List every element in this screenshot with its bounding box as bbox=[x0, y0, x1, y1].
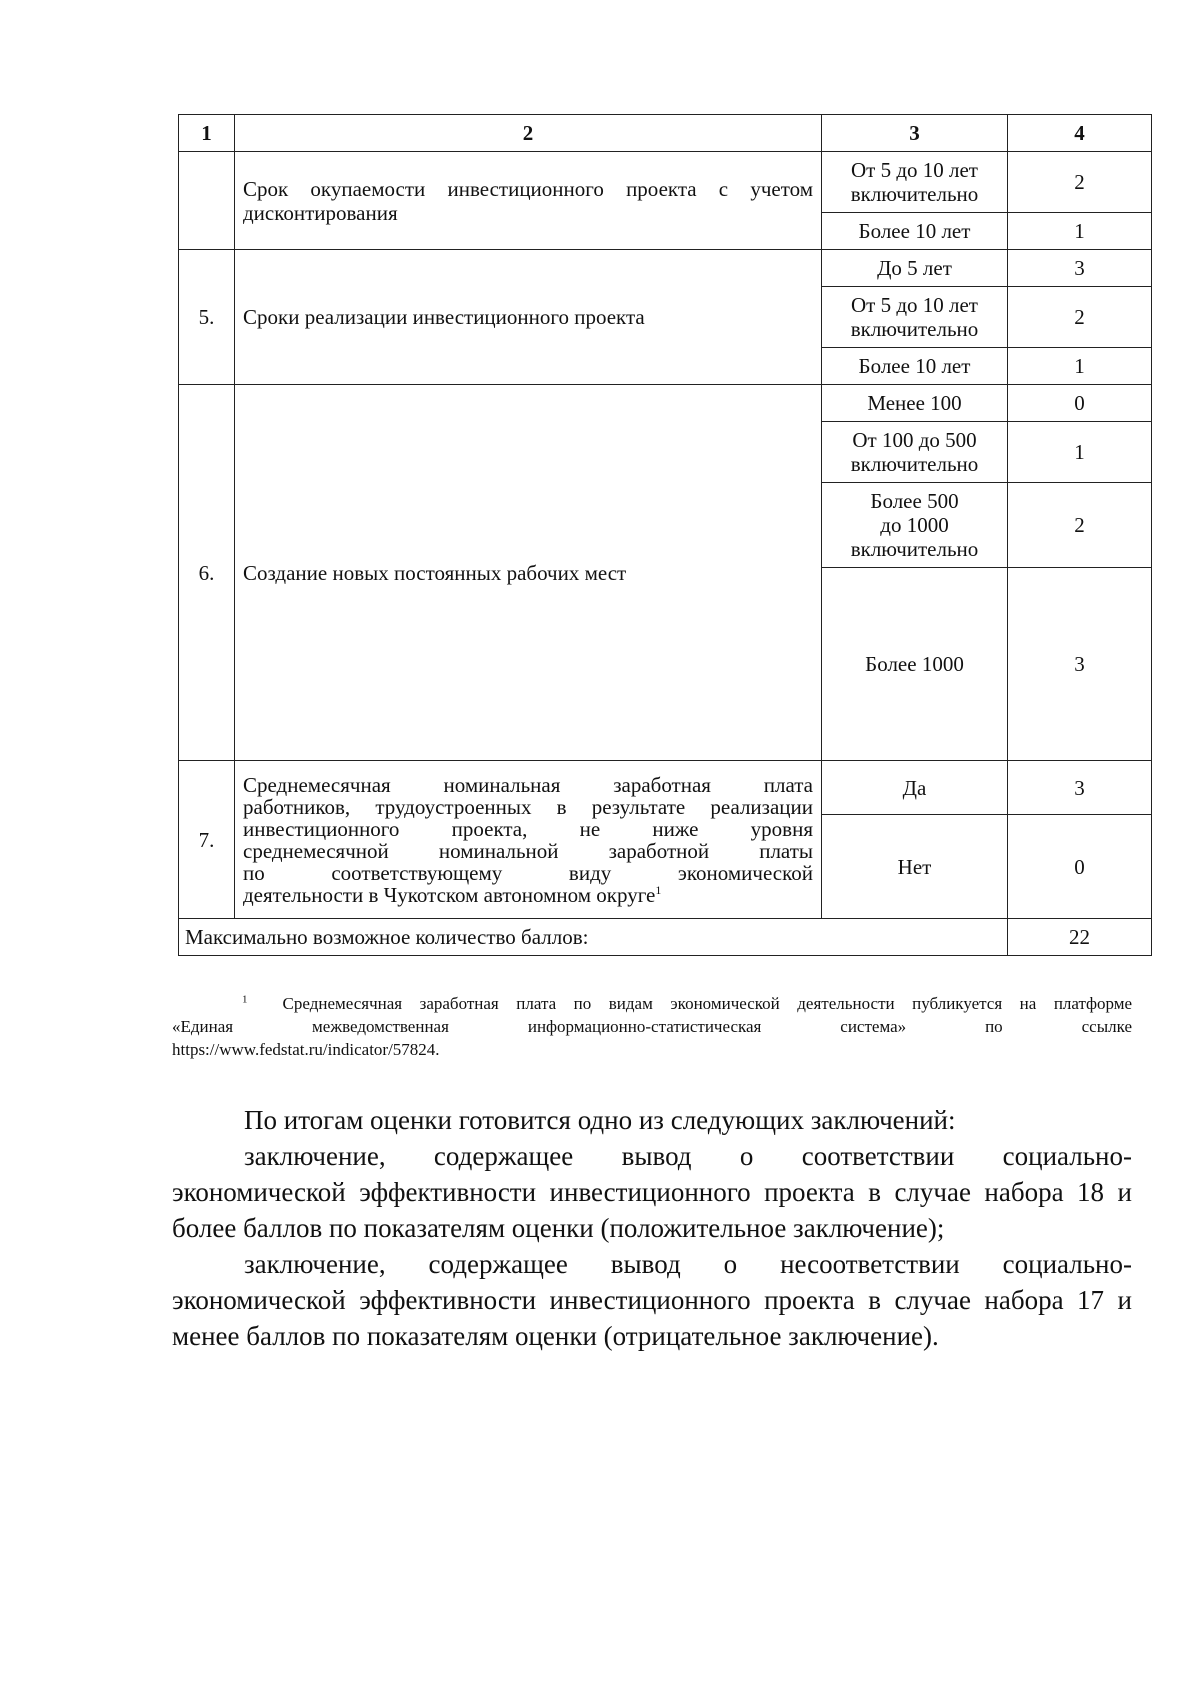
description-line: инвестиционного проекта, не ниже уровня bbox=[243, 816, 813, 841]
option-label: Более 1000 bbox=[822, 568, 1008, 761]
option-score: 2 bbox=[1008, 152, 1152, 213]
option-label-line: до 1000 bbox=[880, 513, 949, 537]
header-col-1: 1 bbox=[179, 115, 235, 152]
option-label-line: включительно bbox=[850, 452, 979, 476]
option-score: 3 bbox=[1008, 250, 1152, 287]
option-label-line: включительно bbox=[850, 317, 979, 341]
option-label-line: Более 500 bbox=[870, 489, 959, 513]
option-score: 1 bbox=[1008, 348, 1152, 385]
row-description bbox=[235, 761, 822, 919]
option-label-line: От 100 до 500 bbox=[852, 428, 977, 452]
option-label bbox=[822, 287, 1008, 348]
row-description: Срок окупаемости инвестиционного проекта с учетом дисконтирования bbox=[235, 152, 822, 250]
description-line-text: деятельности в Чукотском автономном округе bbox=[243, 882, 656, 907]
table-row bbox=[179, 250, 1152, 287]
option-label bbox=[822, 422, 1008, 483]
header-col-4: 4 bbox=[1008, 115, 1152, 152]
option-score: 3 bbox=[1008, 568, 1152, 761]
option-score: 2 bbox=[1008, 483, 1152, 568]
description-line: среднемесячной номинальной заработной платы bbox=[243, 838, 813, 863]
option-label-line: включительно bbox=[850, 537, 979, 561]
footnote-line: «Единая межведомственная информационно-статистическая система» по ссылке bbox=[172, 1017, 1132, 1036]
row-description: Сроки реализации инвестиционного проекта bbox=[235, 250, 822, 385]
option-label: До 5 лет bbox=[822, 250, 1008, 287]
footnote bbox=[172, 992, 1132, 1061]
option-score: 1 bbox=[1008, 213, 1152, 250]
criteria-table bbox=[178, 114, 1152, 956]
option-score: 2 bbox=[1008, 287, 1152, 348]
conclusion-text bbox=[172, 1102, 1132, 1354]
table-header-row bbox=[179, 115, 1152, 152]
option-label bbox=[822, 152, 1008, 213]
paragraph-line: заключение, содержащее вывод о несоответствии социально- bbox=[244, 1249, 1132, 1279]
description-line: по соответствующему виду экономической bbox=[243, 860, 813, 885]
row-number: 5. bbox=[179, 250, 235, 385]
footnote-text: Среднемесячная заработная плата по видам экономической деятельности публикуется на платформе bbox=[282, 994, 1133, 1013]
row-number: 7. bbox=[179, 761, 235, 919]
option-label: Более 10 лет bbox=[822, 213, 1008, 250]
option-score: 0 bbox=[1008, 815, 1152, 919]
table-total-row bbox=[179, 919, 1152, 956]
paragraph: По итогам оценки готовится одно из следующих заключений: bbox=[244, 1105, 956, 1135]
option-label: Нет bbox=[822, 815, 1008, 919]
paragraph: экономической эффективности инвестиционного проекта в случае набора 18 и более баллов по показателям оценки (положительное заключение); bbox=[172, 1177, 1132, 1243]
option-score: 3 bbox=[1008, 761, 1152, 815]
option-score: 0 bbox=[1008, 385, 1152, 422]
table-row bbox=[179, 152, 1152, 213]
option-label-line: От 5 до 10 лет bbox=[850, 293, 978, 317]
header-col-3: 3 bbox=[822, 115, 1008, 152]
description-line: Среднемесячная номинальная заработная плата bbox=[243, 772, 813, 797]
total-value: 22 bbox=[1008, 919, 1152, 956]
description-line bbox=[243, 884, 813, 906]
table-row bbox=[179, 761, 1152, 815]
option-label bbox=[822, 483, 1008, 568]
option-label: Да bbox=[822, 761, 1008, 815]
option-label: Более 10 лет bbox=[822, 348, 1008, 385]
row-description: Создание новых постоянных рабочих мест bbox=[235, 385, 822, 761]
row-number-empty bbox=[179, 152, 235, 250]
footnote-mark: 1 bbox=[655, 882, 662, 897]
option-label-line: включительно bbox=[850, 182, 979, 206]
description-line: работников, трудоустроенных в результате реализации bbox=[243, 794, 813, 819]
paragraph: экономической эффективности инвестиционного проекта в случае набора 17 и менее баллов по показателям оценки (отрицательное заключение). bbox=[172, 1285, 1132, 1351]
header-col-2: 2 bbox=[235, 115, 822, 152]
option-label-line: От 5 до 10 лет bbox=[850, 158, 978, 182]
table-row bbox=[179, 385, 1152, 422]
paragraph-line: заключение, содержащее вывод о соответствии социально- bbox=[244, 1141, 1132, 1171]
row-number: 6. bbox=[179, 385, 235, 761]
footnote-link[interactable]: https://www.fedstat.ru/indicator/57824. bbox=[172, 1040, 440, 1059]
total-label: Максимально возможное количество баллов: bbox=[179, 919, 1008, 956]
option-score: 1 bbox=[1008, 422, 1152, 483]
footnote-line bbox=[172, 992, 1132, 1015]
footnote-number: 1 bbox=[242, 993, 248, 1006]
option-label: Менее 100 bbox=[822, 385, 1008, 422]
